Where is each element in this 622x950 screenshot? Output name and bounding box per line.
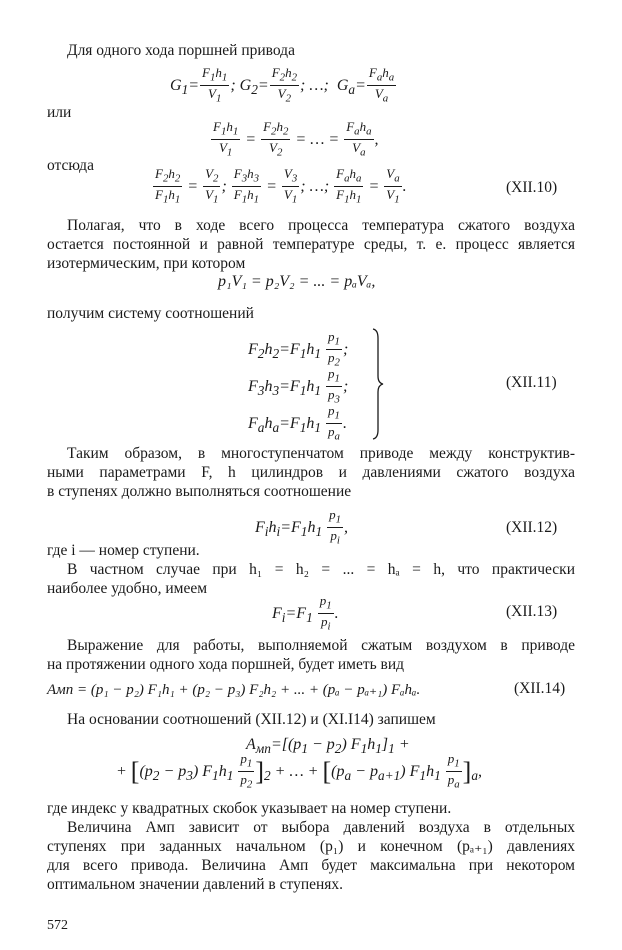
- text-line: ными параметрами F, h цилиндров и давлениями сжатого воздуха: [47, 464, 575, 481]
- text-line: остается постоянной и равной температуре среды, т. е. процесс является: [47, 236, 575, 253]
- text-line: На основании соотношений (XII.12) и (XI.I14) запишем: [67, 711, 436, 728]
- formula-13: $F_i=F_1$ $\frac{p_1}{p_i}$ .: [272, 593, 339, 633]
- right-brace-icon: [372, 328, 384, 440]
- formula-work-expanded-1: $A_{мп}=[(p_1 - p_2) F_1h_1]_1$ +: [246, 736, 410, 757]
- text-line: где индекс у квадратных скобок указывает на номер ступени.: [47, 800, 452, 817]
- text-line: получим систему соотношений: [47, 305, 254, 322]
- formula-g-values: $G_1=$ $\frac{F_1h_1}{V_1}$ ; $G_2=$ $\frac{F_2h_2}{V_2}$ ; …; $G_a=$ $\frac{F_ah_a}{V_a}$: [170, 65, 395, 105]
- text-line: изотермическим, при котором: [47, 255, 246, 272]
- formula-g-equal: $\frac{F_1h_1}{V_1}$ = $\frac{F_2h_2}{V_2}$ = … = $\frac{F_ah_a}{V_a}$ ,: [213, 119, 379, 159]
- formula-system-row-3: $F_ah_a=F_1h_1$ $\frac{p_1}{p_a}$ .: [248, 403, 347, 443]
- equation-number: (XII.12): [506, 519, 558, 536]
- formula-work: Aмп = (p₁ − p₂) F₁h₁ + (p₂ − p₃) F₂h₂ + ... + (pₐ − pₐ₊₁) Fₐhₐ.: [47, 682, 421, 698]
- text-line: Полагая, что в ходе всего процесса температура сжатого воздуха: [67, 217, 575, 234]
- text-line: на протяжении одного хода поршней, будет иметь вид: [47, 656, 405, 673]
- text-line: для всего привода. Величина Aмп будет максимальна при некотором: [47, 857, 575, 874]
- text-line: или: [47, 104, 72, 121]
- text-line: отсюда: [47, 157, 94, 174]
- text-line: наиболее удобно, имеем: [47, 580, 208, 597]
- equation-number: (XII.14): [514, 680, 566, 697]
- equation-number: (XII.11): [506, 374, 557, 391]
- formula-isotherm: p₁V₁ = p₂V₂ = ... = pₐVₐ,: [218, 273, 376, 290]
- formula-system-row-1: $F_2h_2=F_1h_1$ $\frac{p_1}{p_2}$ ;: [248, 329, 349, 369]
- text-line: Величина Aмп зависит от выбора давлений воздуха в отдельных: [67, 819, 575, 836]
- text-line: в ступенях должно выполняться соотношение: [47, 483, 352, 500]
- formula-12: $F_ih_i=F_1h_1$ $\frac{p_1}{p_i}$ ,: [255, 507, 349, 547]
- text-line: где i — номер ступени.: [47, 542, 200, 559]
- formula-work-expanded-2: + [$(p_2 - p_3)$ $F_1h_1$ $\frac{p_1}{p_2}$ ]$_2$ + … + [$(p_a - p_{a+1})$ $F_1h_1$ $\frac{p_1}{p_a}$ ]$_a$,: [116, 751, 482, 791]
- text-line: Выражение для работы, выполняемой сжатым воздухом в приводе: [67, 637, 575, 654]
- equation-number: (XII.10): [506, 179, 558, 196]
- text-line: оптимальном значении давлений в ступенях.: [47, 876, 344, 893]
- text-line: ступенях при заданных начальном (p₁) и конечном (pₐ₊₁) давлениях: [47, 838, 575, 855]
- text-line: Таким образом, в многоступенчатом приводе между конструктив-: [67, 445, 575, 462]
- formula-ratios: $\frac{F_2h_2}{F_1h_1}$ = $\frac{V_2}{V_1}$ ; $\frac{F_3h_3}{F_1h_1}$ = $\frac{V_3}{V_1}$ ; …; $\frac{F_ah_a}{F_1h_1}$ = $\frac{V_a}{V_1}$ .: [155, 166, 407, 206]
- text-line: В частном случае при h₁ = h₂ = ... = hₐ = h, что практически: [67, 561, 575, 578]
- page-number: 572: [47, 918, 68, 933]
- equation-number: (XII.13): [506, 603, 558, 620]
- formula-system-row-2: $F_3h_3=F_1h_1$ $\frac{p_1}{p_3}$ ;: [248, 366, 349, 406]
- text-line: Для одного хода поршней привода: [67, 42, 295, 59]
